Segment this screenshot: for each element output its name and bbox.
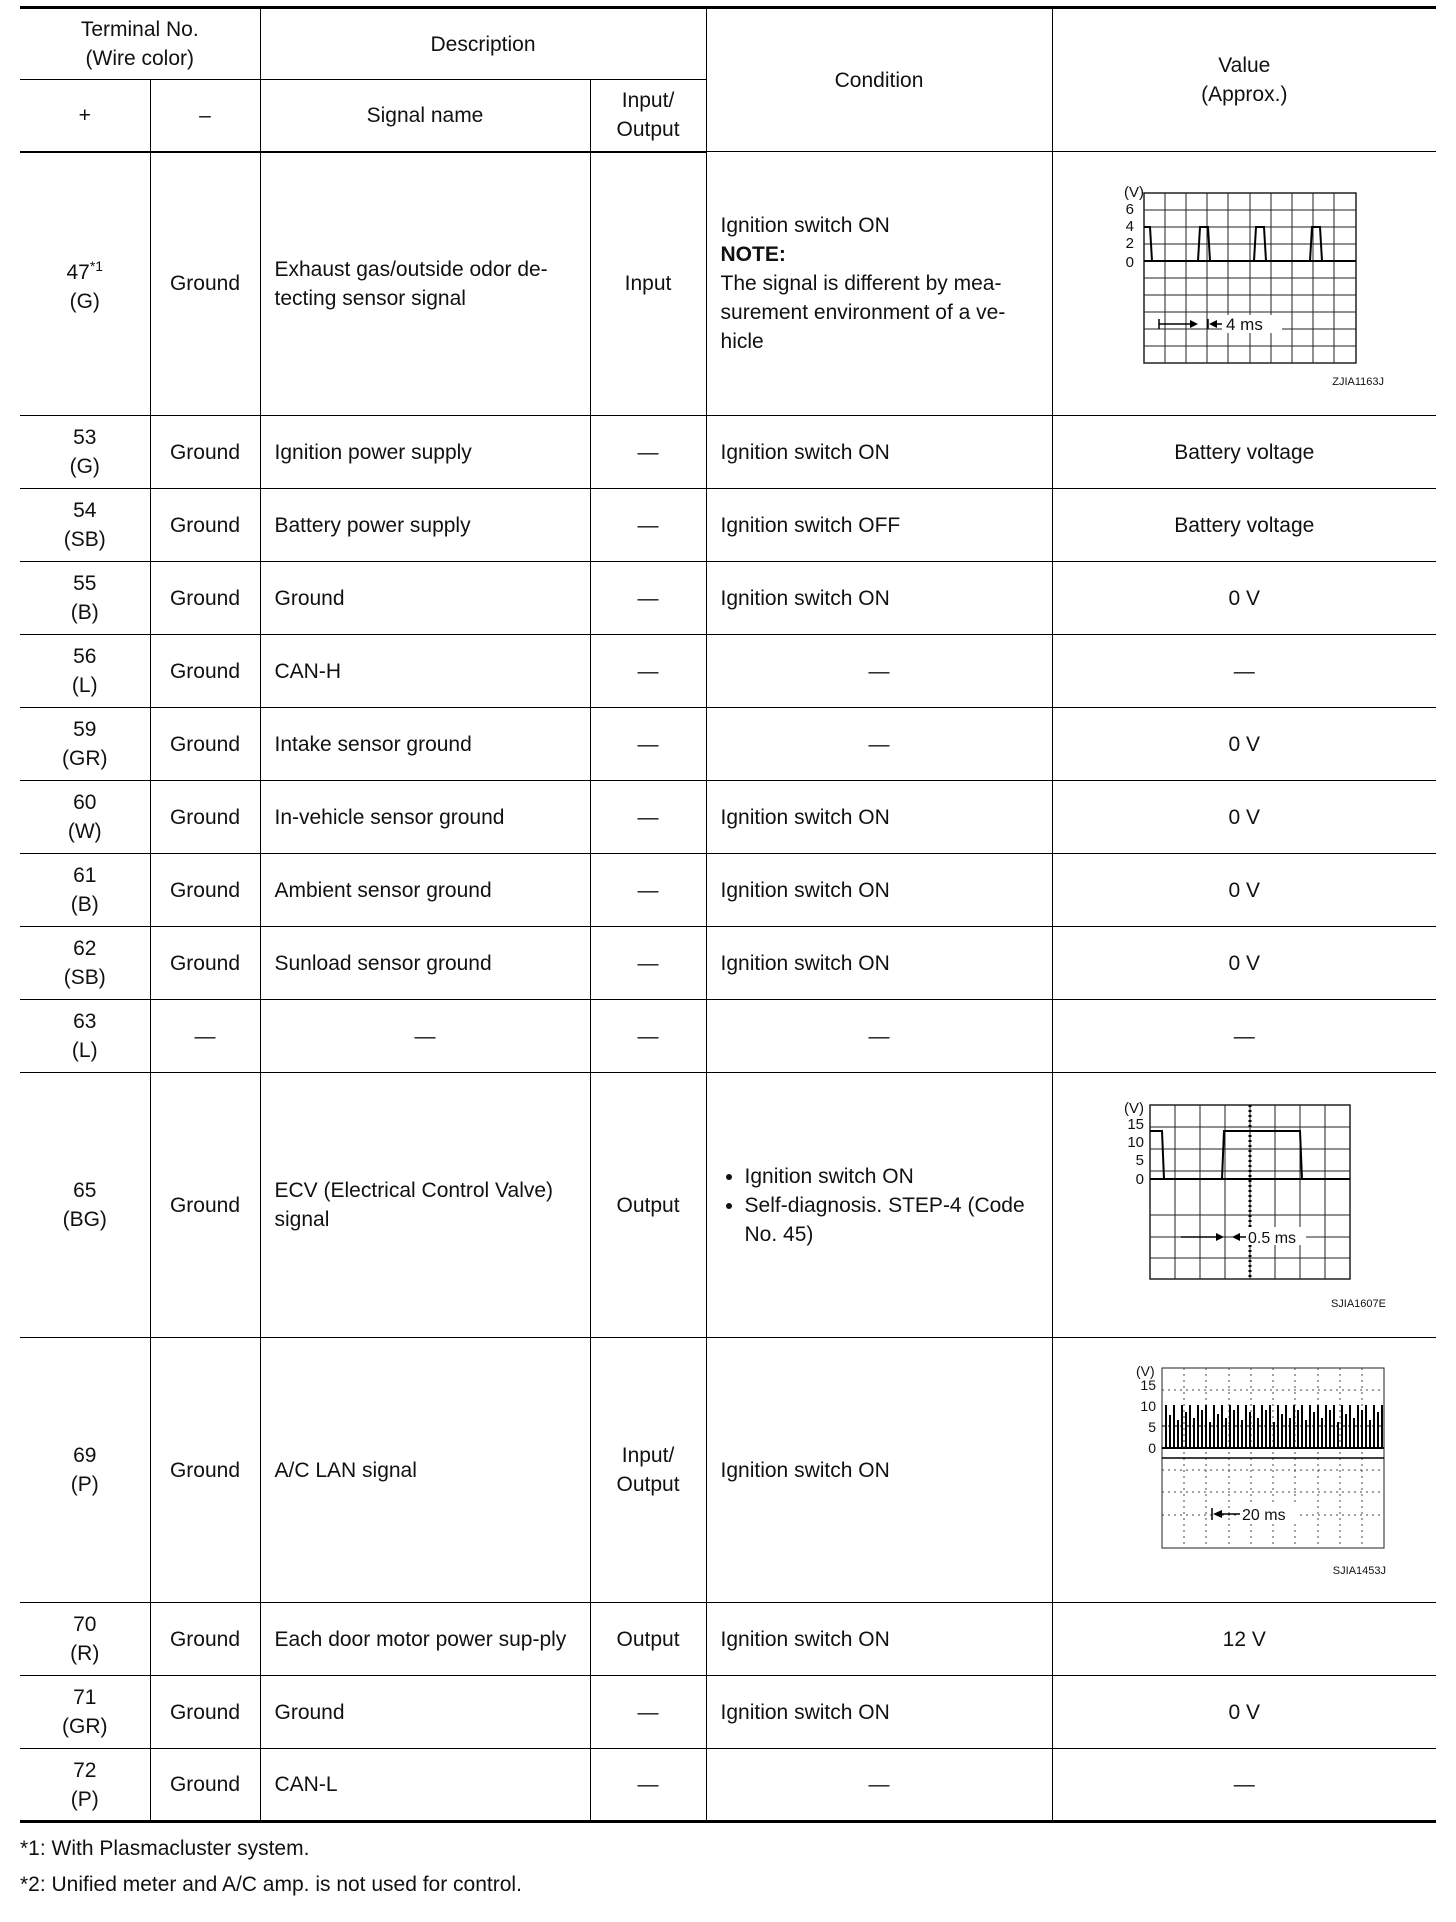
value-cell: 0 V — [1052, 562, 1436, 635]
minus-cell: Ground — [150, 708, 260, 781]
condition-cell: Ignition switch OFF — [706, 489, 1052, 562]
terminal-cell: 53 (G) — [20, 416, 150, 489]
footnote: *1: With Plasmacluster system. — [20, 1837, 310, 1860]
list-item: • Self-diagnosis. STEP-4 (Code No. 45) — [745, 1191, 1038, 1249]
list-item: • Ignition switch ON — [745, 1162, 1038, 1191]
signal-cell: Ground — [260, 562, 590, 635]
signal-cell: In-vehicle sensor ground — [260, 781, 590, 854]
signal-cell: — — [260, 1000, 590, 1073]
io-cell: Input/ Output — [590, 1338, 706, 1603]
value-cell: 0 V — [1052, 708, 1436, 781]
condition-cell: Ignition switch ON — [706, 927, 1052, 1000]
svg-text:0.5 ms: 0.5 ms — [1248, 1230, 1297, 1247]
condition-cell: Ignition switch ON — [706, 1676, 1052, 1749]
signal-cell: Sunload sensor ground — [260, 927, 590, 1000]
condition-cell: Ignition switch ON NOTE: The signal is different by mea-surement environment of a ve-hicle — [706, 152, 1052, 416]
condition-cell: Ignition switch ON — [706, 1603, 1052, 1676]
terminal-cell: 55 (B) — [20, 562, 150, 635]
io-cell: — — [590, 781, 706, 854]
svg-text:15: 15 — [1140, 1377, 1157, 1393]
note-label: NOTE: — [720, 243, 786, 266]
table-row — [20, 1676, 1436, 1749]
terminal-cell: 72 (P) — [20, 1749, 150, 1822]
svg-text:4: 4 — [1125, 217, 1135, 235]
condition-cell: Ignition switch ON — [706, 416, 1052, 489]
condition-list — [721, 1162, 1038, 1249]
io-cell: — — [590, 854, 706, 927]
terminal-cell: 71 (GR) — [20, 1676, 150, 1749]
waveform-47 — [1094, 179, 1394, 389]
svg-text:ZJIA1163J: ZJIA1163J — [1332, 375, 1385, 388]
svg-text:5: 5 — [1135, 1152, 1145, 1169]
value-cell: 12 V — [1052, 1603, 1436, 1676]
condition-header: Condition — [706, 8, 1052, 152]
terminal-cell: 62 (SB) — [20, 927, 150, 1000]
description-header: Description — [260, 8, 706, 80]
terminal-table-page — [20, 6, 1436, 1903]
svg-text:(V): (V) — [1124, 1100, 1145, 1117]
signal-cell: Ignition power supply — [260, 416, 590, 489]
terminal-cell: 65 (BG) — [20, 1073, 150, 1338]
signal-name-header: Signal name — [260, 80, 590, 152]
terminal-table — [20, 6, 1436, 1823]
terminal-cell: 59 (GR) — [20, 708, 150, 781]
footnote: *2: Unified meter and A/C amp. is not used for control. — [20, 1873, 522, 1896]
io-cell: Input — [590, 152, 706, 416]
io-cell: — — [590, 1676, 706, 1749]
value-header: Value (Approx.) — [1052, 8, 1436, 152]
signal-cell: Exhaust gas/outside odor de-tecting sensor signal — [260, 152, 590, 416]
table-row — [20, 562, 1436, 635]
table-row — [20, 1073, 1436, 1338]
io-header: Input/ Output — [590, 80, 706, 152]
svg-text:0: 0 — [1125, 253, 1135, 271]
signal-cell: A/C LAN signal — [260, 1338, 590, 1603]
terminal-cell: 63 (L) — [20, 1000, 150, 1073]
terminal-cell: 56 (L) — [20, 635, 150, 708]
value-cell: Battery voltage — [1052, 489, 1436, 562]
terminal-cell: 47$^{*1}$ (G) — [20, 152, 150, 416]
minus-cell: Ground — [150, 1676, 260, 1749]
terminal-cell: 54 (SB) — [20, 489, 150, 562]
value-cell: — — [1052, 1749, 1436, 1822]
value-cell: 0 V — [1052, 781, 1436, 854]
minus-cell: Ground — [150, 927, 260, 1000]
signal-cell: Each door motor power sup-ply — [260, 1603, 590, 1676]
table-row — [20, 781, 1436, 854]
svg-text:(V): (V) — [1136, 1363, 1155, 1379]
svg-text:10: 10 — [1140, 1398, 1157, 1414]
condition-cell: Ignition switch ON — [706, 854, 1052, 927]
value-cell: — — [1052, 635, 1436, 708]
io-cell: — — [590, 416, 706, 489]
minus-cell: Ground — [150, 1073, 260, 1338]
table-row — [20, 1603, 1436, 1676]
signal-cell: Ambient sensor ground — [260, 854, 590, 927]
minus-cell: — — [150, 1000, 260, 1073]
condition-cell: Ignition switch ON — [706, 1338, 1052, 1603]
minus-cell: Ground — [150, 635, 260, 708]
footnotes — [20, 1831, 1436, 1903]
signal-cell: Ground — [260, 1676, 590, 1749]
minus-cell: Ground — [150, 1749, 260, 1822]
minus-cell: Ground — [150, 781, 260, 854]
io-cell: Output — [590, 1603, 706, 1676]
value-cell — [1052, 1338, 1436, 1603]
condition-cell: — — [706, 1000, 1052, 1073]
condition-cell: Ignition switch ON — [706, 781, 1052, 854]
value-cell: 0 V — [1052, 854, 1436, 927]
svg-text:20 ms: 20 ms — [1242, 1507, 1286, 1524]
io-cell: — — [590, 708, 706, 781]
value-cell — [1052, 152, 1436, 416]
minus-cell: Ground — [150, 1603, 260, 1676]
value-cell — [1052, 1073, 1436, 1338]
svg-text:SJIA1607E: SJIA1607E — [1331, 1298, 1387, 1310]
table-row — [20, 489, 1436, 562]
condition-cell: — — [706, 635, 1052, 708]
waveform-65 — [1094, 1095, 1394, 1315]
signal-cell: CAN-L — [260, 1749, 590, 1822]
svg-text:6: 6 — [1125, 200, 1135, 218]
io-cell: Output — [590, 1073, 706, 1338]
minus-cell: Ground — [150, 1338, 260, 1603]
io-cell: — — [590, 927, 706, 1000]
svg-text:5: 5 — [1148, 1419, 1157, 1435]
signal-cell: Battery power supply — [260, 489, 590, 562]
table-row — [20, 416, 1436, 489]
minus-cell: Ground — [150, 416, 260, 489]
condition-cell: — — [706, 1749, 1052, 1822]
signal-cell: CAN-H — [260, 635, 590, 708]
signal-cell: ECV (Electrical Control Valve) signal — [260, 1073, 590, 1338]
table-row — [20, 635, 1436, 708]
terminal-cell: 70 (R) — [20, 1603, 150, 1676]
terminal-cell: 69 (P) — [20, 1338, 150, 1603]
terminal-cell: 61 (B) — [20, 854, 150, 927]
waveform-69 — [1094, 1360, 1394, 1580]
io-cell: — — [590, 562, 706, 635]
io-cell: — — [590, 635, 706, 708]
minus-cell: Ground — [150, 562, 260, 635]
condition-cell: — — [706, 708, 1052, 781]
svg-text:15: 15 — [1127, 1116, 1145, 1133]
terminal-header: Terminal No. (Wire color) — [20, 8, 260, 80]
io-cell: — — [590, 1000, 706, 1073]
svg-text:(V): (V) — [1124, 183, 1145, 201]
terminal-cell: 60 (W) — [20, 781, 150, 854]
svg-text:0: 0 — [1135, 1171, 1145, 1188]
svg-text:4 ms: 4 ms — [1226, 314, 1264, 334]
svg-text:10: 10 — [1127, 1134, 1145, 1151]
condition-cell: Ignition switch ON — [706, 562, 1052, 635]
condition-cell — [706, 1073, 1052, 1338]
io-cell: — — [590, 489, 706, 562]
table-row — [20, 152, 1436, 416]
value-cell: 0 V — [1052, 1676, 1436, 1749]
svg-text:2: 2 — [1125, 234, 1135, 252]
svg-text:0: 0 — [1148, 1440, 1157, 1456]
minus-cell: Ground — [150, 854, 260, 927]
minus-header: – — [150, 80, 260, 152]
minus-cell: Ground — [150, 152, 260, 416]
plus-header: + — [20, 80, 150, 152]
table-row — [20, 1749, 1436, 1822]
table-row — [20, 927, 1436, 1000]
table-row — [20, 708, 1436, 781]
svg-text:SJIA1453J: SJIA1453J — [1333, 1565, 1387, 1577]
value-cell: — — [1052, 1000, 1436, 1073]
io-cell: — — [590, 1749, 706, 1822]
value-cell: 0 V — [1052, 927, 1436, 1000]
signal-cell: Intake sensor ground — [260, 708, 590, 781]
value-cell: Battery voltage — [1052, 416, 1436, 489]
table-row — [20, 1338, 1436, 1603]
minus-cell: Ground — [150, 489, 260, 562]
table-row — [20, 1000, 1436, 1073]
table-row — [20, 854, 1436, 927]
